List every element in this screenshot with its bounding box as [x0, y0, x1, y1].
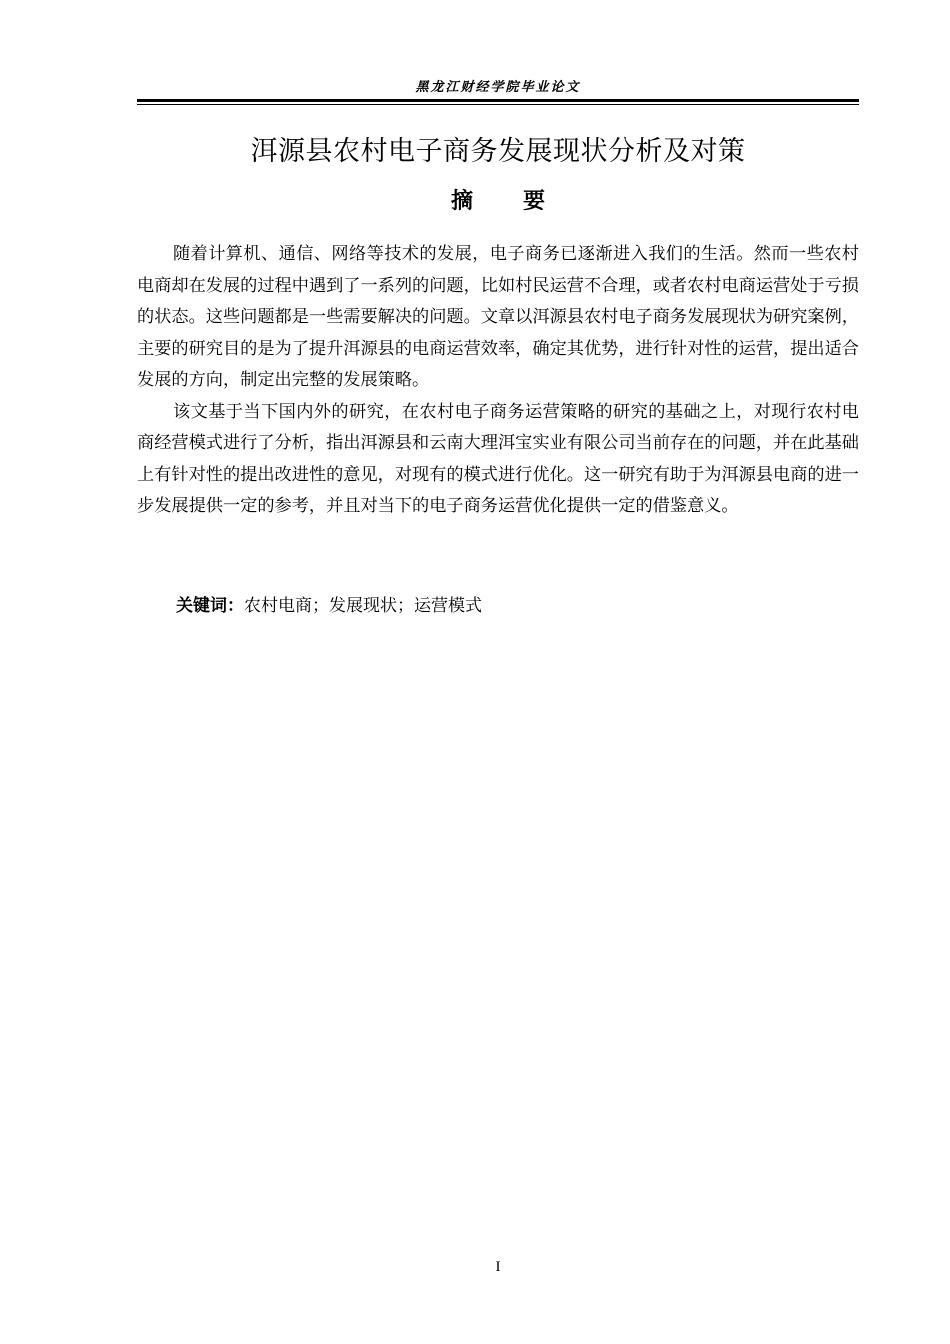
abstract-paragraph-1: 随着计算机、通信、网络等技术的发展，电子商务已逐渐进入我们的生活。然而一些农村电商却在发展的过程中遇到了一系列的问题，比如村民运营不合理，或者农村电商运营处于亏损的状态。这些问题都是一些需要解决的问题。文章以洱源县农村电子商务发展现状为研究案例，主要的研究目的是为了提升洱源县的电商运营效率，确定其优势，进行针对性的运营，提出适合发展的方向，制定出完整的发展策略。	[137, 244, 859, 390]
header-rule-thin	[137, 104, 859, 105]
abstract-body	[137, 239, 859, 523]
keywords-label: 关键词：	[176, 596, 244, 616]
abstract-heading: 摘要	[450, 189, 595, 214]
paper-title: 洱源县农村电子商务发展现状分析及对策	[250, 136, 746, 167]
keywords-text: 农村电商；发展现状；运营模式	[244, 596, 482, 616]
keywords-line	[176, 592, 482, 620]
running-header: 黑龙江财经学院毕业论文	[415, 80, 581, 95]
abstract-paragraph-2: 该文基于当下国内外的研究，在农村电子商务运营策略的研究的基础之上，对现行农村电商经营模式进行了分析，指出洱源县和云南大理洱宝实业有限公司当前存在的问题，并在此基础上有针对性的提出改进性的意见，对现有的模式进行优化。这一研究有助于为洱源县电商的进一步发展提供一定的参考，并且对当下的电子商务运营优化提供一定的借鉴意义。	[137, 401, 859, 516]
header-rule-thick	[137, 99, 859, 102]
page-number: I	[495, 1259, 501, 1275]
